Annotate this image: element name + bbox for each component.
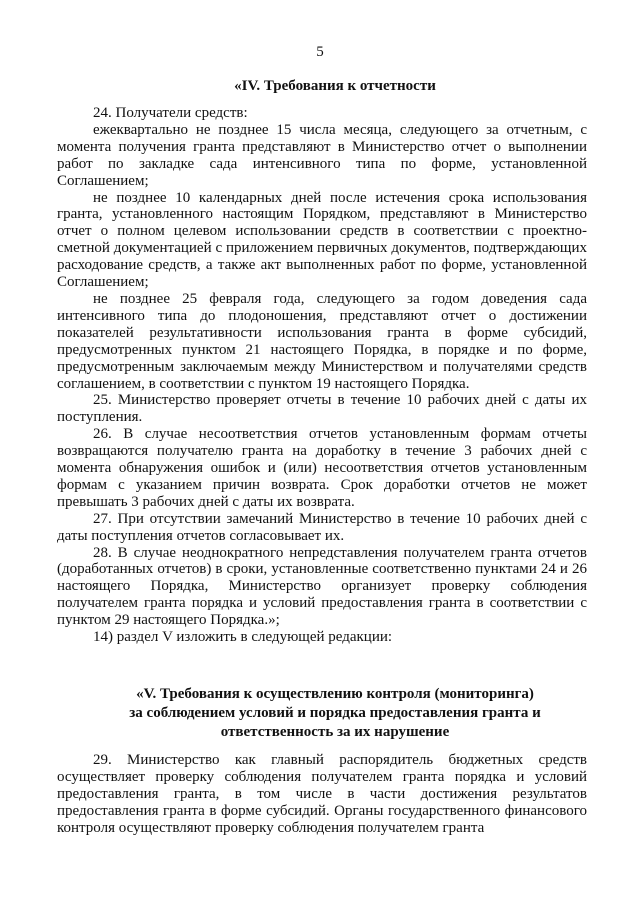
paragraph-24-item-3: не позднее 25 февраля года, следующего за годом доведения сада интенсивного типа до плодоношения, представляют отчет о достижении показателей результативности использования гранта в форме субсидий, предусмотренных пунктом 21 настоящего Порядка, в порядке и по форме, предусмотренным заключаемым между Министерством и получателями средств соглашением, в соответствии с пунктом 19 настоящего Порядка. [57, 290, 587, 392]
section-4-body [57, 105, 587, 646]
section-4-title: «IV. Требования к отчетности [234, 78, 436, 94]
paragraph-27: 27. При отсутствии замечаний Министерство в течение 10 рабочих дней с даты поступления отчетов согласовывает их. [57, 510, 587, 544]
paragraph-29: 29. Министерство как главный распорядитель бюджетных средств осуществляет проверку соблюдения получателем гранта порядка и условий предоставления гранта, в том числе в части достижения результатов предоставления гранта в форме субсидий. Органы государственного финансового контроля осуществляют проверку соблюдения получателем гранта [57, 752, 587, 836]
section-5-title-line: за соблюдением условий и порядка предоставления гранта и [129, 705, 541, 721]
section-5-title-line: ответственность за их нарушение [220, 724, 450, 740]
paragraph-24: 24. Получатели средств: [93, 105, 248, 121]
paragraph-item-14: 14) раздел V изложить в следующей редакции: [93, 629, 393, 646]
paragraph-26: 26. В случае несоответствия отчетов установленным формам отчеты возвращаются получателю гранта на доработку в течение 3 рабочих дней с момента обнаружения ошибок и (или) несоответствия отчетов установленным формам с указанием причин возврата. Срок доработки отчетов не может превышать 3 рабочих дней с даты их возврата. [57, 426, 587, 510]
paragraph-28: 28. В случае неоднократного непредставления получателем гранта отчетов (доработанных отчетов) в сроки, установленные соответственно пунктами 24 и 26 настоящего Порядка, Министерство организует проверку соблюдения получателем гранта порядка и условий предоставления гранта в соответствии с пунктом 29 настоящего Порядка.»; [57, 544, 587, 629]
paragraph-24-item-1: ежеквартально не позднее 15 числа месяца, следующего за отчетным, с момента получения гранта представляют в Министерство отчет о выполнении работ по закладке сада интенсивного типа по форме, установленной Соглашением; [57, 121, 587, 189]
section-5-body [57, 752, 587, 837]
paragraph-25: 25. Министерство проверяет отчеты в течение 10 рабочих дней с даты их поступления. [57, 392, 587, 426]
section-5-title-line: «V. Требования к осуществлению контроля (мониторинга) [136, 686, 534, 702]
paragraph-24-item-2: не позднее 10 календарных дней после истечения срока использования гранта, установленного настоящим Порядком, представляют в Министерство отчет о полном целевом использовании средств в соответствии с проектно-сметной документацией с приложением первичных документов, подтверждающих расходование средств, а также акт выполненных работ по форме, установленной Соглашением; [57, 189, 587, 291]
page-number: 5 [316, 44, 324, 60]
section-5-title [0, 685, 640, 742]
